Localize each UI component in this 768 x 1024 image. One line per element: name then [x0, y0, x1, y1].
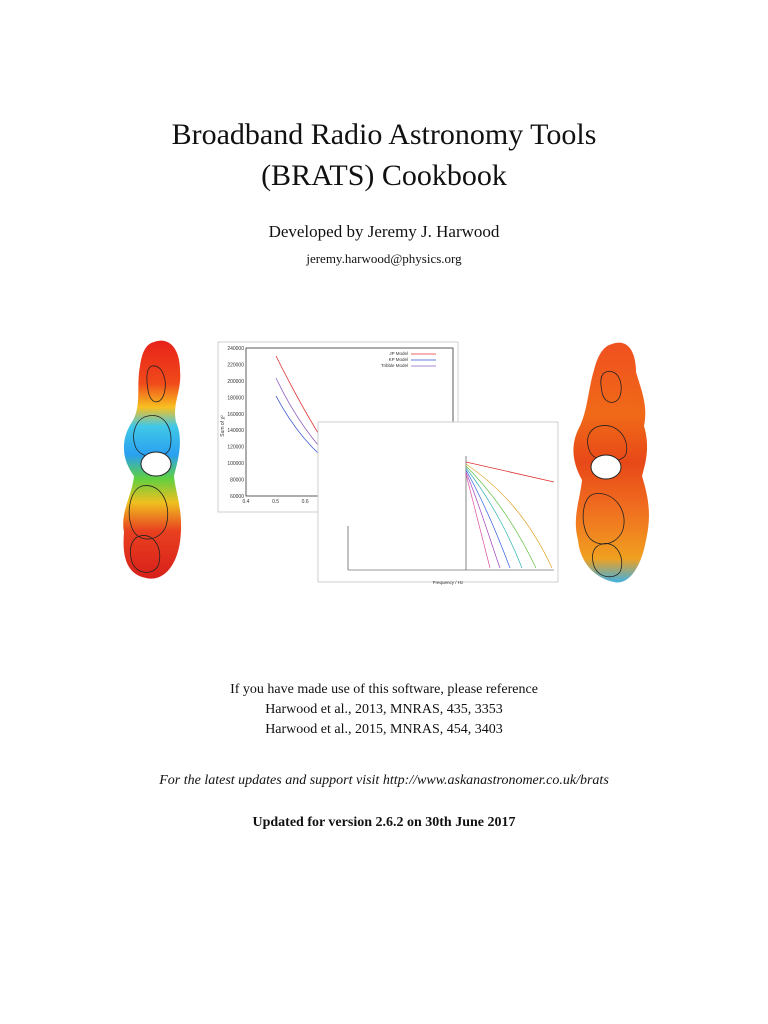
chi2-ytick-label: 180000 — [227, 395, 244, 402]
reference-2: Harwood et al., 2015, MNRAS, 454, 3403 — [265, 722, 503, 737]
chi2-xtick-label: 0.5 — [272, 499, 280, 505]
chi2-ytick-label: 120000 — [227, 444, 244, 451]
title-line-2: (BRATS) Cookbook — [261, 159, 507, 192]
chi2-ytick-label: 140000 — [227, 428, 244, 435]
spectrum-plot — [318, 422, 558, 585]
chi2-ytick-label: 240000 — [227, 346, 244, 352]
chi2-xtick-label: 0.4 — [242, 499, 250, 505]
chi2-ytick-label: 60000 — [230, 494, 244, 500]
chi2-ytick-label: 200000 — [227, 378, 244, 385]
chi2-ytick-label: 160000 — [227, 411, 244, 418]
chi2-ylabel: Sum of χ² — [220, 415, 226, 437]
chi2-ytick-label: 100000 — [227, 461, 244, 468]
legend-tribble: Tribble Model — [380, 363, 408, 368]
reference-block — [0, 680, 768, 740]
author-line: Developed by Jeremy J. Harwood — [268, 222, 500, 241]
reference-1: Harwood et al., 2013, MNRAS, 435, 3353 — [265, 702, 503, 717]
reference-intro: If you have made use of this software, please reference — [230, 682, 538, 697]
chi2-xtick-label: 0.6 — [301, 499, 309, 505]
title-line-1: Broadband Radio Astronomy Tools — [171, 118, 597, 151]
left-spectral-map — [123, 341, 181, 579]
spectrum-xlabel: Frequency / Hz — [432, 580, 464, 585]
cover-figure — [118, 336, 666, 588]
chi2-ytick-label: 220000 — [227, 362, 244, 369]
legend-kp: KP Model — [388, 357, 408, 362]
right-spectral-map — [573, 343, 649, 583]
updates-note: For the latest updates and support visit http://www.askanastronomer.co.uk/brats — [159, 773, 609, 788]
chi2-ytick-label: 80000 — [230, 477, 244, 484]
version-note: Updated for version 2.6.2 on 30th June 2017 — [252, 815, 516, 830]
legend-jp: JP Model — [389, 351, 408, 356]
document-title — [0, 114, 768, 196]
author-email: jeremy.harwood@physics.org — [306, 251, 462, 266]
